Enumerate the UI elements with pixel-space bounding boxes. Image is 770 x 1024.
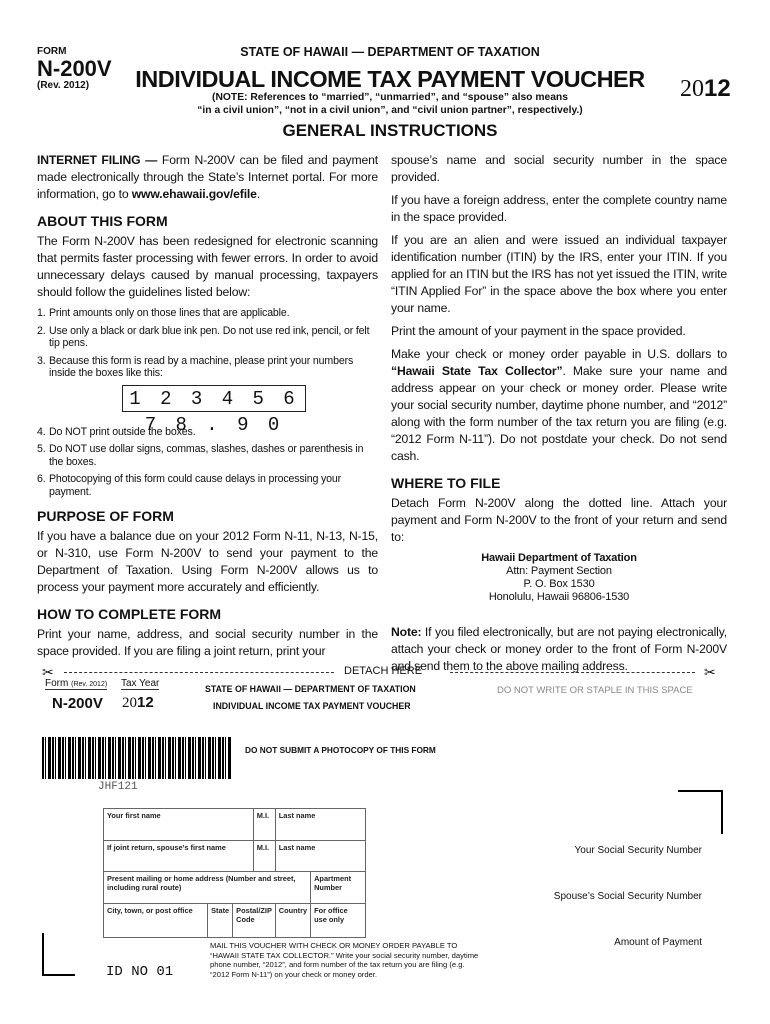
taxpayer-info-grid xyxy=(103,808,366,938)
last-name-field[interactable]: Last name xyxy=(275,809,365,841)
voucher-year: 2012 xyxy=(122,694,154,711)
electronic-note: Note: If you filed electronically, but are not paying electronically, attach your check or money order to the front of Form N-200V and send them to the above mailing address. xyxy=(391,625,727,673)
instructions-para: spouse’s name and social security number in the space provided. xyxy=(391,153,727,184)
office-use-field: For office use only xyxy=(311,904,366,938)
instructions-para: If you have a foreign address, enter the complete country name in the space provided. xyxy=(391,193,727,224)
right-column xyxy=(391,152,727,681)
voucher-form-number: N-200V xyxy=(52,695,103,712)
revision: (Rev. 2012) xyxy=(37,80,90,91)
about-text: The Form N-200V has been redesigned for electronic scanning that permits faster processing with fewer errors. In order to avoid unnecessary delays caused by manual processing, taxpayers should follow the guidelines listed below: xyxy=(37,234,378,299)
internet-filing: INTERNET FILING — Form N-200V can be filed and payment made electronically through the State’s Internet portal. For more information, go to www.ehawaii.gov/efile. xyxy=(37,153,378,201)
guidelines-list xyxy=(37,307,378,380)
page-title: INDIVIDUAL INCOME TAX PAYMENT VOUCHER xyxy=(135,66,645,92)
form-rev: Form (Rev. 2012) xyxy=(45,678,108,689)
tax-year-label: Tax Year xyxy=(121,678,160,689)
scissors-icon: ✂ xyxy=(42,664,54,680)
where-text: Detach Form N-200V along the dotted line. Attach your payment and Form N-200V to the front of your return and send to: xyxy=(391,496,727,544)
about-heading: ABOUT THIS FORM xyxy=(37,213,168,229)
list-item: 5. Do NOT use dollar signs, commas, slashes, dashes or parenthesis in the boxes. xyxy=(37,443,364,468)
voucher-agency: STATE OF HAWAII — DEPARTMENT OF TAXATION xyxy=(205,684,416,694)
ssn-label: Your Social Security Number xyxy=(574,845,702,856)
voucher-title: INDIVIDUAL INCOME TAX PAYMENT VOUCHER xyxy=(213,701,411,711)
scissors-icon: ✂ xyxy=(704,664,716,680)
list-item: 6. Photocopying of this form could cause delays in processing your payment. xyxy=(37,473,342,498)
dashed-line xyxy=(64,672,334,673)
form-number: N-200V xyxy=(37,56,112,81)
spouse-first-name-field[interactable]: If joint return, spouse’s first name xyxy=(104,841,254,872)
efile-link[interactable]: www.ehawaii.gov/efile xyxy=(131,187,257,201)
purpose-heading: PURPOSE OF FORM xyxy=(37,508,174,524)
left-column xyxy=(37,152,378,666)
section-title: GENERAL INSTRUCTIONS xyxy=(282,121,498,140)
state-field[interactable]: State xyxy=(208,904,233,938)
spouse-ssn-label: Spouse’s Social Security Number xyxy=(553,891,702,902)
purpose-text: If you have a balance due on your 2012 Form N-11, N-13, N-15, or N-310, use Form N-200V to send your payment to the Department of Taxation. Using Form N-200V allows us to process your payment more accurately and efficiently. xyxy=(37,529,378,594)
instructions-para: If you are an alien and were issued an individual taxpayer identification number (ITIN) by the IRS, enter your ITIN. If you applied for an ITIN but the IRS has not yet issued the ITIN, write “ITIN Applied For” in the space above the box where you enter your name. xyxy=(391,233,727,315)
detach-label: DETACH HERE xyxy=(344,665,423,677)
first-name-field[interactable]: Your first name xyxy=(104,809,254,841)
spouse-mi-field[interactable]: M.I. xyxy=(253,841,275,872)
amount-label: Amount of Payment xyxy=(614,937,702,948)
barcode-text: JHF121 xyxy=(98,781,138,793)
dashed-line xyxy=(450,672,695,673)
city-field[interactable]: City, town, or post office xyxy=(104,904,208,938)
example-number-box: 1 2 3 4 5 6 7 8 . 9 0 xyxy=(122,385,306,412)
spouse-last-name-field[interactable]: Last name xyxy=(275,841,365,872)
mi-field[interactable]: M.I. xyxy=(253,809,275,841)
no-photocopy: DO NOT SUBMIT A PHOTOCOPY OF THIS FORM xyxy=(245,745,436,755)
mailing-address: Hawaii Department of Taxation Attn: Payment Section P. O. Box 1530 Honolulu, Hawaii 96806-1530 xyxy=(481,552,637,603)
list-item: 4. Do NOT print outside the boxes. xyxy=(37,425,196,438)
list-item: 2. Use only a black or dark blue ink pen. Do not use red ink, pencil, or felt tip pens. xyxy=(37,324,370,349)
apartment-field[interactable]: Apartment Number xyxy=(311,872,366,904)
barcode xyxy=(42,737,232,779)
civil-union-note: (NOTE: References to “married”, “unmarried”, and “spouse” also means “in a civil union”, “not in a civil union”, and “civil union partner”, respectively.) xyxy=(197,92,583,116)
tax-year: 2012 xyxy=(680,75,731,102)
country-field[interactable]: Country xyxy=(275,904,310,938)
do-not-write: DO NOT WRITE OR STAPLE IN THIS SPACE xyxy=(497,685,693,696)
payment-instructions: Make your check or money order payable in U.S. dollars to “Hawaii State Tax Collector”. Make sure your name and address appear on your check or money order. Please write your social security number, daytime phone number, and “2012” along with the form number of the tax return you are filing (e.g. “2012 Form N-11”). Do not postdate your check. Do not send cash. xyxy=(391,347,728,463)
zip-field[interactable]: Postal/ZIP Code xyxy=(233,904,276,938)
address-field[interactable]: Present mailing or home address (Number and street, including rural route) xyxy=(104,872,311,904)
corner-mark xyxy=(42,933,75,976)
form-label: FORM xyxy=(37,46,67,57)
list-item: 1. Print amounts only on those lines that are applicable. xyxy=(37,307,290,319)
id-number: ID NO 01 xyxy=(106,964,174,980)
corner-mark xyxy=(678,790,723,834)
how-text: Print your name, address, and social security number in the space provided. If you are filing a joint return, print your xyxy=(37,627,378,658)
mail-instructions: MAIL THIS VOUCHER WITH CHECK OR MONEY ORDER PAYABLE TO “HAWAII STATE TAX COLLECTOR.” Write your social security number, daytime phone number, “2012”, and form number of the tax return you are filing (e.g. “2012 Form N-11”) on your check or money order. xyxy=(210,941,479,979)
agency: STATE OF HAWAII — DEPARTMENT OF TAXATION xyxy=(240,45,540,59)
instructions-para: Print the amount of your payment in the space provided. xyxy=(391,324,686,338)
how-heading: HOW TO COMPLETE FORM xyxy=(37,606,222,622)
list-item: 3. Because this form is read by a machine, please print your numbers inside the boxes like this: xyxy=(37,354,354,379)
where-heading: WHERE TO FILE xyxy=(391,475,501,491)
